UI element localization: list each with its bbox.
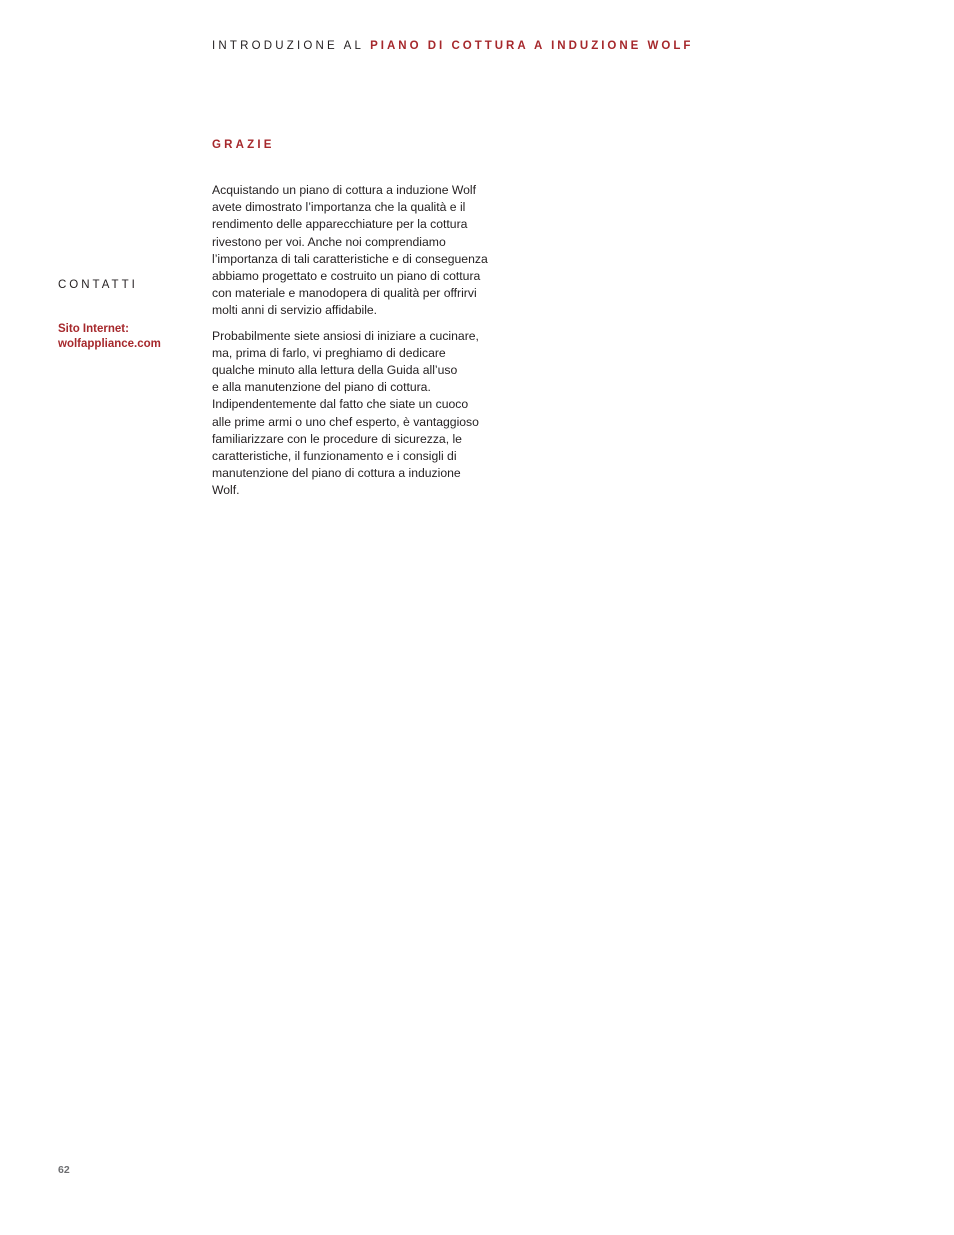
header-prefix: INTRODUZIONE AL xyxy=(212,40,364,52)
body-text xyxy=(212,182,532,508)
page-number: 62 xyxy=(58,1164,70,1176)
running-header xyxy=(212,40,693,52)
text-line: familiarizzare con le procedure di sicurezza, le xyxy=(212,431,462,446)
text-line: alle prime armi o uno chef esperto, è vantaggioso xyxy=(212,414,479,429)
text-line: rivestono per voi. Anche noi comprendiamo xyxy=(212,234,446,249)
paragraph-2 xyxy=(212,328,532,500)
text-line: ma, prima di farlo, vi preghiamo di dedicare xyxy=(212,345,446,360)
text-line: caratteristiche, il funzionamento e i consigli di xyxy=(212,449,457,464)
header-accent-title: PIANO DI COTTURA A INDUZIONE WOLF xyxy=(370,40,694,52)
website-url[interactable]: wolfappliance.com xyxy=(58,337,161,350)
text-line: molti anni di servizio affidabile. xyxy=(212,303,378,318)
paragraph-1 xyxy=(212,182,532,320)
text-line: Probabilmente siete ansiosi di iniziare a cucinare, xyxy=(212,328,479,343)
text-line: l’importanza di tali caratteristiche e di conseguenza xyxy=(212,251,488,266)
text-line: rendimento delle apparecchiature per la cottura xyxy=(212,217,468,232)
website-link[interactable] xyxy=(58,322,161,351)
text-line: avete dimostrato l’importanza che la qualità e il xyxy=(212,200,466,215)
text-line: manutenzione del piano di cottura a induzione xyxy=(212,466,461,481)
text-line: Acquistando un piano di cottura a induzione Wolf xyxy=(212,183,477,197)
sidebar-heading-contacts: CONTATTI xyxy=(58,279,138,291)
text-line: con materiale e manodopera di qualità per offrirvi xyxy=(212,286,477,301)
text-line: Wolf. xyxy=(212,483,240,498)
text-line: qualche minuto alla lettura della Guida all’uso xyxy=(212,363,458,378)
text-line: e alla manutenzione del piano di cottura. xyxy=(212,380,431,395)
text-line: abbiamo progettato e costruito un piano di cottura xyxy=(212,269,481,284)
text-line: Indipendentemente dal fatto che siate un cuoco xyxy=(212,397,469,412)
website-label: Sito Internet: xyxy=(58,323,129,335)
section-title: GRAZIE xyxy=(212,139,275,151)
